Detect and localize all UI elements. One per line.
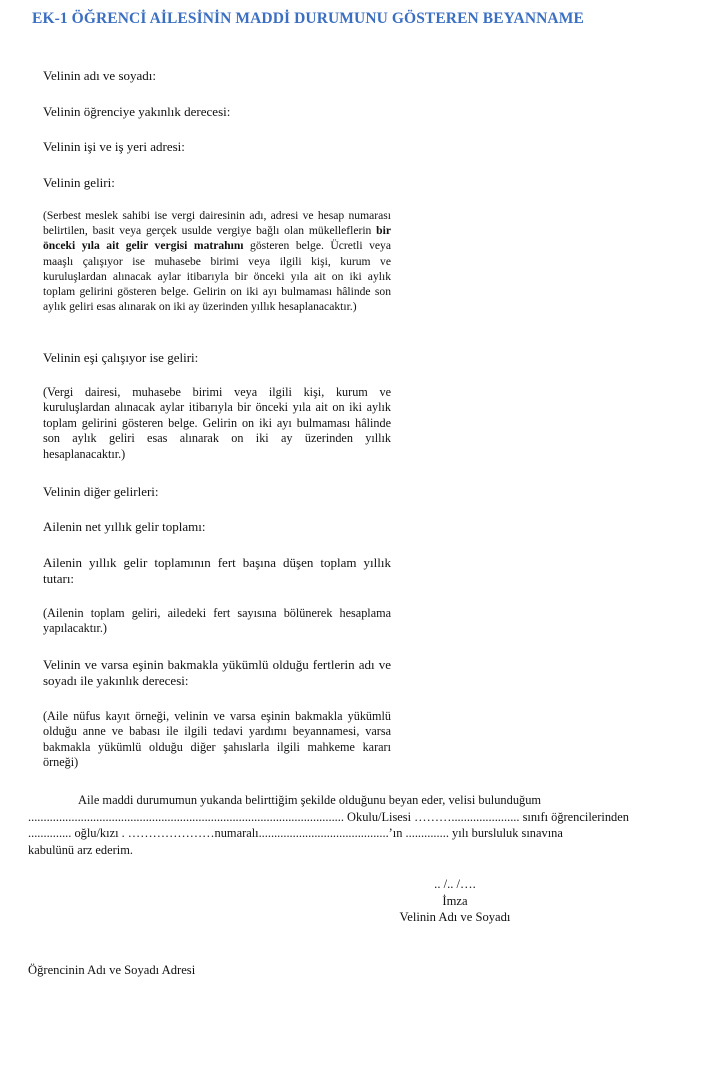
signature-date: .. /.. /…. [434, 877, 476, 891]
signature-name-label: Velinin Adı ve Soyadı [399, 910, 511, 924]
spouse-income-label: Velinin eşi çalışıyor ise geliri: [43, 350, 199, 365]
job-address-label: Velinin işi ve iş yeri adresi: [43, 139, 185, 154]
declaration-paragraph [28, 792, 668, 858]
student-address-label: Öğrencinin Adı ve Soyadı Adresi [28, 963, 196, 977]
declaration-line-3: .............. oğlu/kızı . …………………numaralı..........................................’ın .............. yılı bursluluk sınavına [28, 826, 563, 841]
dependents-note: (Aile nüfus kayıt örneği, velinin ve varsa eşinin bakmakla yükümlü olduğu anne ve babası ile ilgili tedavi yardımı beyannamesi, varsa bakmakla yükümlü olduğu diğer şahıslarla ilgili mahkeme kararı örneği) [43, 709, 391, 770]
declaration-line-4: kabulünü arz ederim. [28, 842, 133, 857]
document-title: EK-1 ÖĞRENCİ AİLESİNİN MADDİ DURUMUNU GÖSTEREN BEYANNAME [32, 10, 584, 27]
income-note [43, 208, 391, 314]
income-label: Velinin geliri: [43, 175, 115, 190]
declaration-line-1: Aile maddi durumumun yukanda belirttiğim şekilde olduğunu beyan eder, velisi bulunduğum [78, 793, 542, 807]
declaration-line-2: ...................................................................................................... Okulu/Lisesi ………...................... sınıfı öğrencilerinden [28, 809, 629, 824]
relation-label: Velinin öğrenciye yakınlık derecesi: [43, 104, 231, 119]
other-income-label: Velinin diğer gelirleri: [43, 484, 159, 499]
parent-name-label: Velinin adı ve soyadı: [43, 68, 157, 83]
dependents-label: Velinin ve varsa eşinin bakmakla yükümlü olduğu fertlerin adı ve soyadı ile yakınlık derecesi: [43, 657, 391, 688]
income-note-text-1: (Serbest meslek sahibi ise vergi dairesinin adı, adresi ve hesap numarası belirtilen, basit veya gerçek usulde vergiye bağlı olan mükelleflerin [43, 209, 391, 238]
family-net-income-label: Ailenin net yıllık gelir toplamı: [43, 519, 206, 534]
per-capita-label: Ailenin yıllık gelir toplamının fert başına düşen toplam yıllık tutarı: [43, 555, 391, 586]
income-note-text-2: gösteren belge. Ücretli veya maaşlı çalışıyor ise muhasebe birimi veya ilgili kişi, kurum ve kuruluşlardan alınacak aylar itibarıyla bir önceki yıla ait on iki aylık toplam gelirini gösteren belge. Gelirin on iki ayı bulmaması hâlinde son aylık geliri esas alınarak on iki ay üzerinden yıllık hesaplanacaktır.) [43, 239, 392, 314]
signature-block [360, 876, 550, 926]
signature-label: İmza [442, 893, 468, 908]
income-note-bold: bir önceki yıla ait gelir vergisi matrahını [43, 224, 391, 253]
per-capita-note: (Ailenin toplam geliri, ailedeki fert sayısına bölünerek hesaplama yapılacaktır.) [43, 606, 391, 636]
spouse-income-note: (Vergi dairesi, muhasebe birimi veya ilgili kişi, kurum ve kuruluşlardan alınacak aylar itibarıyla bir önceki yıla ait on iki aylık toplam gelirini gösteren belge. Gelirin on iki ayı bulmaması hâlinde son aylık geliri esas alınarak on iki ay üzerinden yıllık hesaplanacaktır.) [43, 385, 391, 461]
